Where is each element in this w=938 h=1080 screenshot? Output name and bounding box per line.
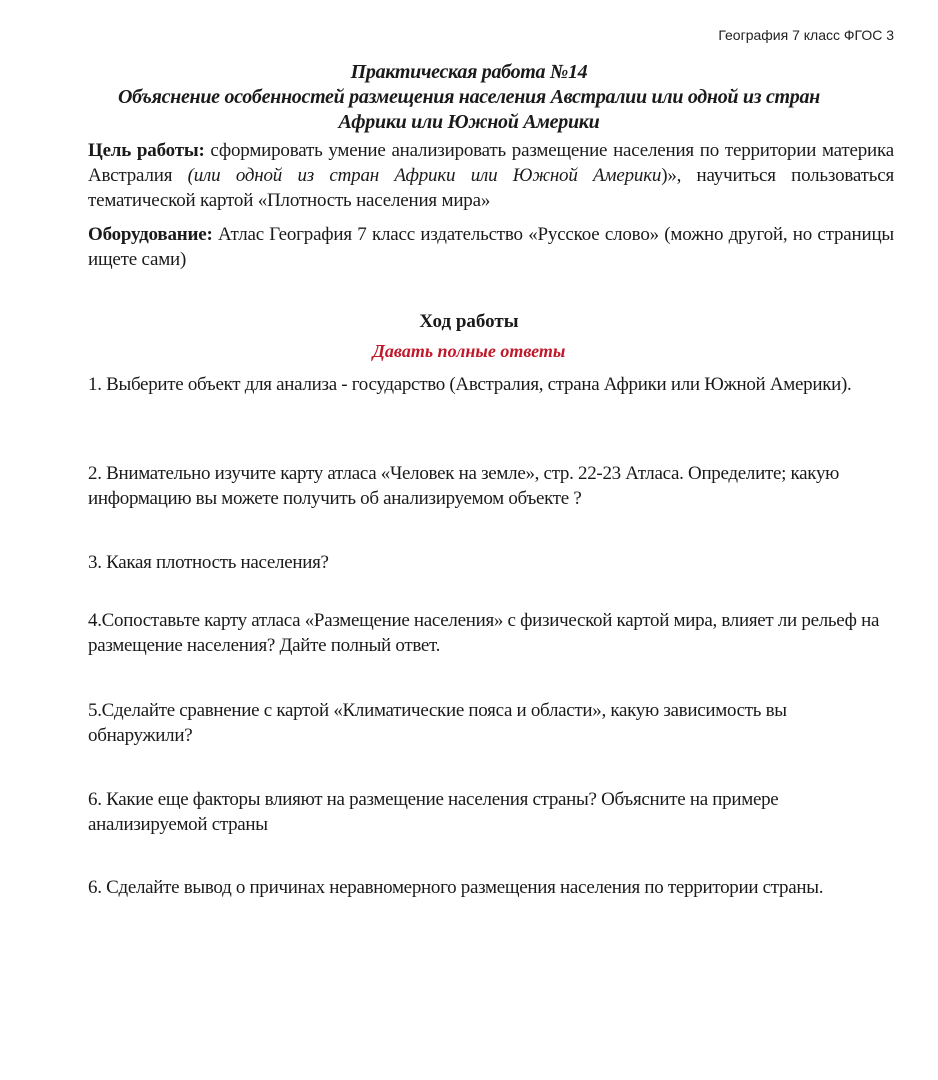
document-subtitle-line-2: Африки или Южной Америки bbox=[338, 111, 600, 133]
question-3: 3. Какая плотность населения? bbox=[88, 552, 329, 573]
equipment-text: Атлас География 7 класс издательство «Русское слово» (можно другой, но страницы ищете сами) bbox=[88, 224, 894, 270]
question-5: 5.Сделайте сравнение с картой «Климатические пояса и области», какую зависимость вы обнаружили? bbox=[88, 700, 787, 746]
procedure-title: Ход работы bbox=[419, 311, 519, 332]
equipment-label: Оборудование: bbox=[88, 224, 213, 245]
goal-text-italic: (или одной из стран Африки или Южной Америки bbox=[187, 165, 662, 186]
goal-paragraph bbox=[88, 138, 894, 213]
goal-text-end: )», научиться пользоваться тематической картой «Плотность населения мира» bbox=[88, 165, 894, 211]
goal-label: Цель работы: bbox=[88, 140, 205, 161]
question-1: 1. Выберите объект для анализа - государство (Австралия, страна Африки или Южной Америки). bbox=[88, 374, 852, 395]
full-answers-note: Давать полные ответы bbox=[372, 341, 566, 361]
question-2: 2. Внимательно изучите карту атласа «Человек на земле», стр. 22-23 Атласа. Определите; какую информацию вы можете получить об анализируемом объекте ? bbox=[88, 463, 840, 509]
question-7: 6. Сделайте вывод о причинах неравномерного размещения населения по территории страны. bbox=[88, 877, 824, 898]
equipment-paragraph bbox=[88, 222, 894, 272]
question-4: 4.Сопоставьте карту атласа «Размещение населения» с физической картой мира, влияет ли рельеф на размещение населения? Дайте полный ответ. bbox=[88, 610, 880, 656]
document-subtitle-line-1: Объяснение особенностей размещения населения Австралии или одной из стран bbox=[118, 86, 820, 108]
goal-text: сформировать умение анализировать размещение населения по территории материка Австралия bbox=[88, 140, 894, 186]
course-header-label: География 7 класс ФГОС 3 bbox=[718, 27, 894, 43]
document-title: Практическая работа №14 bbox=[350, 61, 588, 83]
question-6: 6. Какие еще факторы влияют на размещение населения страны? Объясните на примере анализируемой страны bbox=[88, 789, 779, 835]
